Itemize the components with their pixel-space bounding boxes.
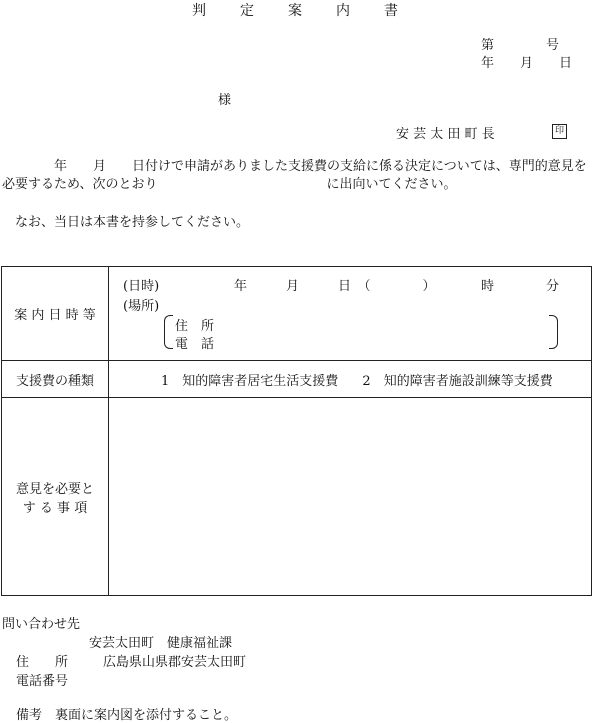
datetime-fields: 年 月 日 （ ） 時 分 <box>234 279 560 294</box>
place-address-label: 住 所 <box>175 319 215 334</box>
inquiry-label: 問い合わせ先 <box>2 617 81 632</box>
sender-name: 安 芸 太 田 町 長 <box>396 127 495 142</box>
row-header-datetime: 案 内 日 時 等 <box>2 267 109 361</box>
body-note: なお、当日は本書を持参してください。 <box>2 215 250 230</box>
support-option-1: 1 知的障害者居宅生活支援費 <box>161 373 339 389</box>
left-bracket <box>164 315 173 349</box>
addressee-suffix: 様 <box>218 93 232 108</box>
row-header-support-type: 支援費の種類 <box>2 361 109 398</box>
seal-mark: 印 <box>552 124 567 139</box>
inquiry-phone-label: 電話番号 <box>16 674 69 689</box>
inquiry-address-value: 広島県山県郡安芸太田町 <box>103 655 247 670</box>
body-paragraph: 年 月 日付けで申請がありました支援費の支給に係る決定については、専門的意見を必要するため、次のとおり に出向いてください。 <box>2 159 587 192</box>
table-row <box>2 361 592 398</box>
matters-header-line2: す る 事 項 <box>22 500 88 516</box>
datetime-place-cell <box>109 267 592 361</box>
right-bracket <box>549 315 558 349</box>
table-row <box>2 267 592 361</box>
datetime-label: (日時) <box>123 279 160 294</box>
support-type-cell <box>109 361 592 398</box>
matters-header-line1: 意見を必要と <box>15 481 94 497</box>
row-header-matters <box>2 398 109 596</box>
support-option-2: 2 知的障害者施設訓練等支援費 <box>362 373 553 389</box>
footer-note: 備考 裏面に案内図を添付すること。 <box>16 708 238 723</box>
document-title: 判 定 案 内 書 <box>192 3 400 19</box>
place-phone-label: 電 話 <box>175 337 215 352</box>
appointment-table <box>1 266 592 596</box>
inquiry-department: 安芸太田町 健康福祉課 <box>89 636 233 651</box>
place-label: (場所) <box>123 299 160 314</box>
table-row <box>2 398 592 596</box>
document-date: 年 月 日 <box>481 56 573 71</box>
matters-cell <box>109 398 592 596</box>
document-number: 第 号 <box>481 38 560 53</box>
inquiry-address-label: 住 所 <box>16 655 69 670</box>
